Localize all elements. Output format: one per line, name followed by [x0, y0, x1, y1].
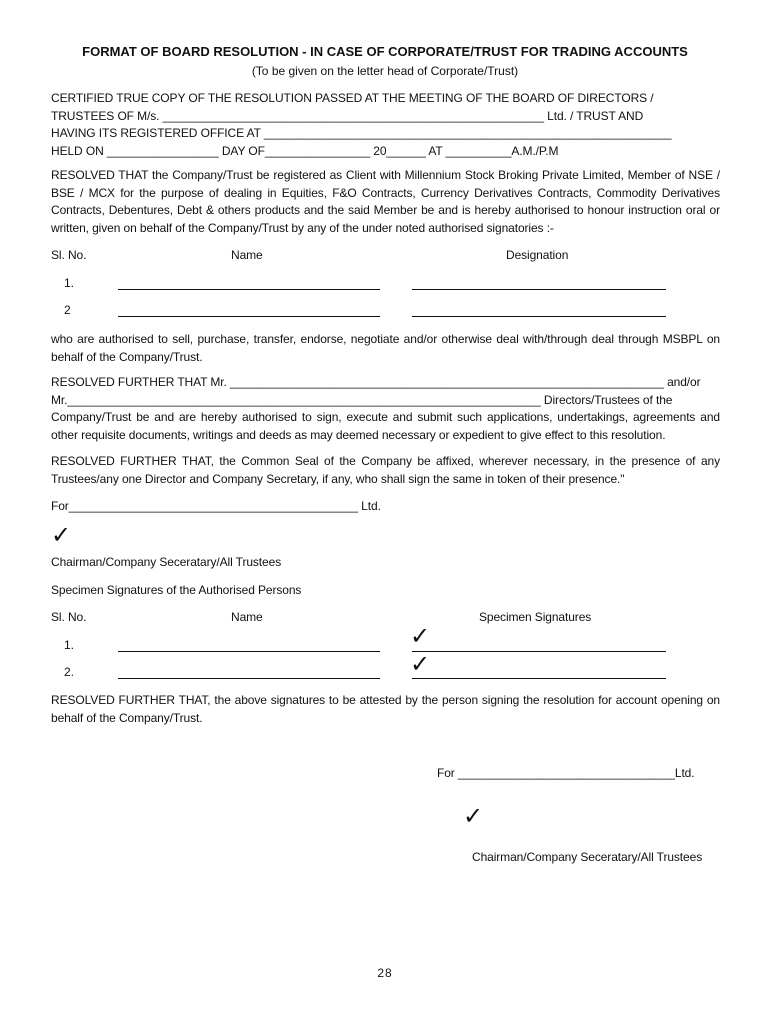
- certified-line-1: CERTIFIED TRUE COPY OF THE RESOLUTION PASSED AT THE MEETING OF THE BOARD OF DIRECTORS /: [51, 91, 654, 105]
- chairman-label-2: Chairman/Company Seceratary/All Trustees: [472, 850, 703, 864]
- certified-block: [51, 90, 720, 160]
- resolved-paragraph-2: [51, 374, 720, 444]
- resolved2-line-1: RESOLVED FURTHER THAT Mr. __________________________________________________________________ and/or: [51, 375, 701, 389]
- who-paragraph: who are authorised to sell, purchase, transfer, endorse, negotiate and/or otherwise deal with/through deal through MSBPL on behalf of the Company/Trust.: [51, 332, 720, 364]
- table1-row-1-name-line[interactable]: [118, 289, 380, 290]
- chairman-label-1: Chairman/Company Seceratary/All Trustees: [51, 555, 282, 569]
- table1-row-2-slno: 2: [64, 303, 71, 317]
- table1-header-designation: Designation: [506, 248, 569, 262]
- table1-row-1-designation-line[interactable]: [412, 289, 666, 290]
- table1-row-2-name-line[interactable]: [118, 316, 380, 317]
- table1-row-2-designation-line[interactable]: [412, 316, 666, 317]
- table2-row-2-slno: 2.: [64, 665, 74, 679]
- page-number: 28: [377, 966, 393, 980]
- resolved-paragraph-4: RESOLVED FURTHER THAT, the above signatures to be attested by the person signing the resolution for account opening on behalf of the Company/Trust.: [51, 693, 720, 725]
- for-company-line-2: For _________________________________Ltd.: [437, 766, 695, 780]
- certified-line-3: HAVING ITS REGISTERED OFFICE AT ______________________________________________________________: [51, 126, 672, 140]
- check-icon: ✓: [410, 650, 431, 678]
- page-subtitle: (To be given on the letter head of Corporate/Trust): [251, 64, 519, 78]
- table2-row-1-slno: 1.: [64, 638, 74, 652]
- table2-row-2-name-line[interactable]: [118, 678, 380, 679]
- check-icon: ✓: [410, 622, 431, 650]
- page-title: FORMAT OF BOARD RESOLUTION - IN CASE OF CORPORATE/TRUST FOR TRADING ACCOUNTS: [82, 44, 688, 59]
- check-icon: ✓: [51, 521, 72, 549]
- resolved2-rest: Company/Trust be and are hereby authorised to sign, execute and submit such applications, undertakings, agreements and other requisite documents, writings and deeds as may deemed necessary or expedient to give effect to this resolution.: [51, 410, 720, 442]
- table1-header-slno: Sl. No.: [51, 248, 87, 262]
- for-company-line: For____________________________________________ Ltd.: [51, 499, 381, 513]
- specimen-heading: Specimen Signatures of the Authorised Persons: [51, 583, 302, 597]
- check-icon: ✓: [463, 802, 484, 830]
- resolved-paragraph-1: RESOLVED THAT the Company/Trust be registered as Client with Millennium Stock Broking Private Limited, Member of NSE / BSE / MCX for the purpose of dealing in Equities, F&O Contracts, Currency Derivatives Contracts, Commodity Derivatives Contracts, Debentures, Debt & others products and the said Member be and is hereby authorised to honour instruction oral or written, given on behalf of the Company/Trust by any of the under noted authorised signatories :-: [51, 168, 720, 235]
- table2-header-name: Name: [231, 610, 263, 624]
- table1-header-name: Name: [231, 248, 263, 262]
- resolved-paragraph-3: RESOLVED FURTHER THAT, the Common Seal of the Company be affixed, wherever necessary, in the presence of any Trustees/any one Director and Company Secretary, if any, who shall sign the same in token of their presence.": [51, 454, 720, 486]
- certified-line-2: TRUSTEES OF M/s. __________________________________________________________ Ltd. / TRUST AND: [51, 108, 644, 123]
- table2-row-1-signature-line[interactable]: [412, 651, 666, 652]
- table2-header-signatures: Specimen Signatures: [479, 610, 592, 624]
- resolved2-line-2: Mr.________________________________________________________________________ Directors/Trustees of the: [51, 392, 673, 407]
- table1-row-1-slno: 1.: [64, 276, 74, 290]
- table2-row-1-name-line[interactable]: [118, 651, 380, 652]
- table2-row-2-signature-line[interactable]: [412, 678, 666, 679]
- certified-line-4: HELD ON _________________ DAY OF________________ 20______ AT __________A.M./P.M: [51, 143, 559, 158]
- table2-header-slno: Sl. No.: [51, 610, 87, 624]
